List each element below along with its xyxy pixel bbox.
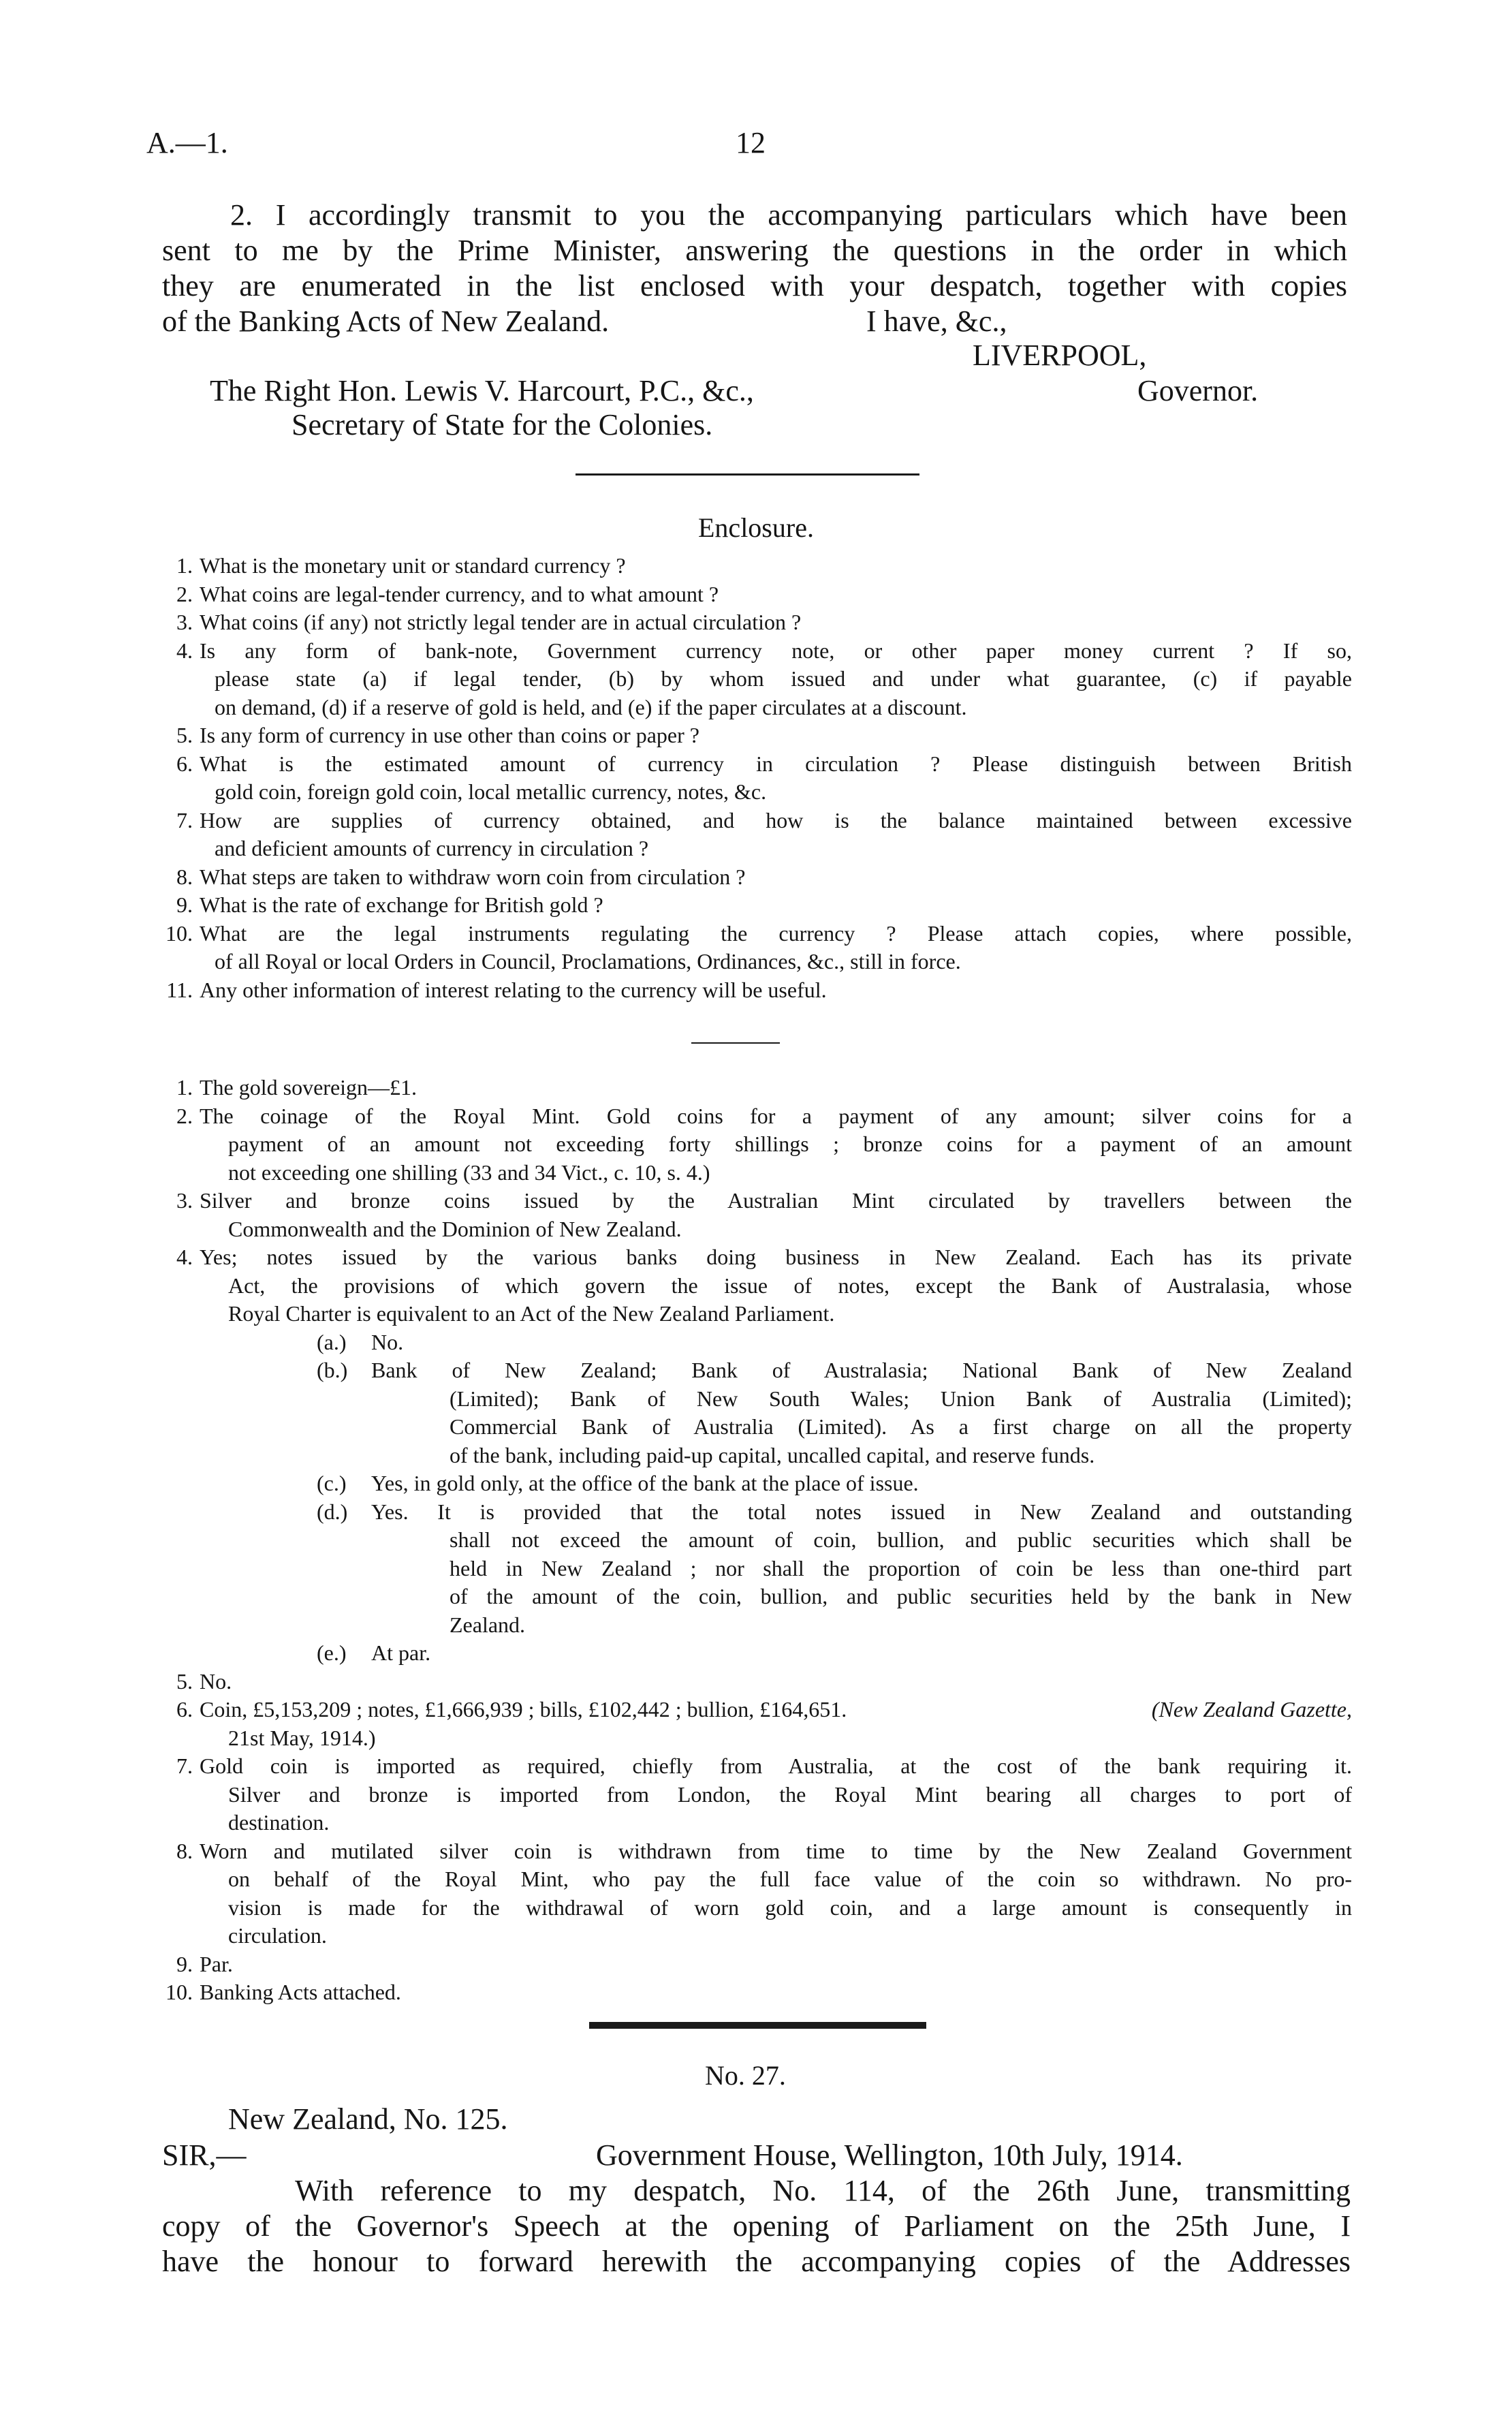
despatch-reference: New Zealand, No. 125.	[228, 2102, 508, 2136]
paragraph-line: sent to me by the Prime Minister, answering the questions in the order in which	[162, 234, 1347, 267]
signature: LIVERPOOL,	[973, 339, 1147, 372]
item-text: Par.	[200, 1951, 233, 1976]
list-item	[153, 1243, 1352, 1668]
divider-rule	[576, 473, 919, 476]
list-item	[153, 1074, 1352, 1102]
sub-item	[317, 1328, 1352, 1357]
item-number: 8.	[176, 1838, 193, 1863]
enclosure-title: Enclosure.	[698, 512, 814, 543]
list-item	[153, 1978, 1352, 2007]
item-text: What is the estimated amount of currency in circulation ? Please distinguish between British	[200, 751, 1352, 776]
sub-text: of the amount of the coin, bullion, and public securities held by the bank in New	[450, 1584, 1352, 1608]
sub-label: (e.)	[317, 1640, 347, 1665]
item-number: 6.	[176, 1697, 193, 1722]
list-item	[153, 721, 1352, 750]
sub-text: Yes, in gold only, at the office of the bank at the place of issue.	[371, 1471, 919, 1495]
list-item	[153, 807, 1352, 863]
item-text: What coins (if any) not strictly legal tender are in actual circulation ?	[200, 610, 802, 634]
item-text: Is any form of bank-note, Government currency note, or other paper money current ? If so,	[200, 638, 1352, 663]
list-item	[153, 1696, 1352, 1752]
sub-text: Commercial Bank of Australia (Limited). As a first charge on all the property	[450, 1414, 1352, 1439]
item-text: and deficient amounts of currency in circulation ?	[215, 836, 649, 860]
paragraph-line: have the honour to forward herewith the accompanying copies of the Addresses	[162, 2245, 1351, 2278]
sub-item	[317, 1498, 1352, 1640]
item-text: Is any form of currency in use other than coins or paper ?	[200, 723, 699, 747]
paragraph-line: copy of the Governor's Speech at the opening of Parliament on the 25th June, I	[162, 2209, 1351, 2243]
list-item	[153, 750, 1352, 807]
sub-text: Bank of New Zealand; Bank of Australasia; National Bank of New Zealand	[371, 1358, 1352, 1382]
item-text: How are supplies of currency obtained, and how is the balance maintained between excessive	[200, 807, 1352, 832]
gazette-citation: (New Zealand Gazette,	[1151, 1697, 1352, 1722]
item-text	[200, 1696, 1352, 1724]
list-item	[153, 1102, 1352, 1187]
item-text: Yes; notes issued by the various banks doing business in New Zealand. Each has its private	[200, 1245, 1352, 1269]
item-number: 1.	[176, 553, 193, 578]
item-number: 4.	[176, 638, 193, 663]
item-text: destination.	[228, 1810, 330, 1835]
sub-item	[317, 1356, 1352, 1469]
item-number: 7.	[176, 807, 193, 832]
item-text: on demand, (d) if a reserve of gold is held, and (e) if the paper circulates at a discount.	[215, 694, 967, 719]
list-item	[153, 920, 1352, 976]
item-number: 2.	[176, 581, 193, 606]
item-number: 2.	[176, 1103, 193, 1128]
item-text: Worn and mutilated silver coin is withdrawn from time to time by the New Zealand Government	[200, 1838, 1352, 1863]
list-item	[153, 891, 1352, 920]
sub-label: (d.)	[317, 1499, 348, 1524]
item-text: on behalf of the Royal Mint, who pay the full face value of the coin so withdrawn. No pro-	[228, 1867, 1352, 1891]
addressee-line-1: The Right Hon. Lewis V. Harcourt, P.C., &c.,	[210, 374, 754, 407]
list-item	[153, 637, 1352, 722]
item-number: 4.	[176, 1245, 193, 1269]
despatch-number: No. 27.	[705, 2060, 786, 2091]
item-text: What is the monetary unit or standard currency ?	[200, 553, 626, 578]
closing: I have, &c.,	[866, 305, 1007, 338]
item-text: The gold sovereign—£1.	[200, 1075, 418, 1100]
questions-list	[153, 552, 1352, 1004]
item-text: Gold coin is imported as required, chiefly from Australia, at the cost of the bank requiring it.	[200, 1754, 1352, 1778]
page-reference: A.—1.	[146, 126, 228, 159]
item-text: not exceeding one shilling (33 and 34 Vict., c. 10, s. 4.)	[228, 1159, 710, 1185]
despatch-paragraph	[162, 2173, 1351, 2279]
item-text: Act, the provisions of which govern the issue of notes, except the Bank of Australasia, whose	[228, 1273, 1352, 1298]
currency-figures: Coin, £5,153,209 ; notes, £1,666,939 ; bills, £102,442 ; bullion, £164,651.	[200, 1697, 847, 1722]
item-text: What steps are taken to withdraw worn coin from circulation ?	[200, 864, 746, 889]
item-number: 9.	[176, 892, 193, 917]
sub-answers	[153, 1328, 1352, 1668]
item-number: 10.	[166, 920, 193, 946]
list-item	[153, 1752, 1352, 1837]
sub-text: Zealand.	[450, 1612, 526, 1637]
list-item	[153, 1668, 1352, 1696]
item-number: 3.	[176, 610, 193, 634]
item-number: 6.	[176, 751, 193, 776]
list-item	[153, 976, 1352, 1005]
item-text: Silver and bronze coins issued by the Australian Mint circulated by travellers between the	[200, 1188, 1352, 1213]
item-text: No.	[200, 1668, 232, 1694]
item-text: What coins are legal-tender currency, and to what amount ?	[200, 581, 719, 606]
sub-label: (b.)	[317, 1358, 348, 1382]
thick-divider-rule	[589, 2022, 926, 2029]
list-item	[153, 552, 1352, 580]
sub-text: (Limited); Bank of New South Wales; Union Bank of Australia (Limited);	[450, 1386, 1352, 1411]
short-divider-rule	[691, 1042, 780, 1044]
item-number: 9.	[176, 1951, 193, 1976]
list-item	[153, 1950, 1352, 1979]
place-date: Government House, Wellington, 10th July, 1914.	[596, 2138, 1183, 2172]
paragraph-2	[162, 198, 1347, 304]
sub-text: shall not exceed the amount of coin, bullion, and public securities which shall be	[450, 1527, 1352, 1552]
item-text: Banking Acts attached.	[200, 1980, 401, 2004]
sub-text: held in New Zealand ; nor shall the proportion of coin be less than one-third part	[450, 1555, 1352, 1580]
sub-label: (c.)	[317, 1471, 347, 1495]
sub-text: No.	[371, 1329, 404, 1354]
item-text: Silver and bronze is imported from London, the Royal Mint bearing all charges to port of	[228, 1781, 1352, 1807]
list-item	[153, 863, 1352, 892]
item-number: 7.	[176, 1754, 193, 1778]
item-text: of all Royal or local Orders in Council, Proclamations, Ordinances, &c., still in force.	[215, 949, 961, 973]
item-number: 5.	[176, 723, 193, 747]
item-text: What are the legal instruments regulating the currency ? Please attach copies, where possible,	[200, 920, 1352, 946]
paragraph-line: 2. I accordingly transmit to you the accompanying particulars which have been	[230, 198, 1347, 232]
item-text: vision is made for the withdrawal of worn gold coin, and a large amount is consequently in	[228, 1895, 1352, 1920]
answers-list	[153, 1074, 1352, 2007]
salutation: SIR,—	[162, 2138, 247, 2172]
item-number: 1.	[176, 1075, 193, 1100]
sub-item	[317, 1469, 1352, 1498]
item-text: please state (a) if legal tender, (b) by whom issued and under what guarantee, (c) if payable	[215, 666, 1352, 691]
item-text: payment of an amount not exceeding forty shillings ; bronze coins for a payment of an amount	[228, 1132, 1352, 1156]
item-number: 11.	[166, 977, 193, 1002]
item-text: Royal Charter is equivalent to an Act of the New Zealand Parliament.	[228, 1301, 835, 1326]
page-number: 12	[736, 126, 766, 159]
sub-item	[317, 1639, 1352, 1668]
item-number: 5.	[176, 1668, 193, 1694]
item-text: gold coin, foreign gold coin, local metallic currency, notes, &c.	[215, 779, 767, 804]
list-item	[153, 1187, 1352, 1243]
paragraph-line: they are enumerated in the list enclosed with your despatch, together with copies	[162, 269, 1347, 302]
sub-text: At par.	[371, 1640, 431, 1665]
item-text: What is the rate of exchange for British gold ?	[200, 892, 603, 917]
item-text: circulation.	[228, 1923, 327, 1948]
list-item	[153, 608, 1352, 637]
addressee-line-2: Secretary of State for the Colonies.	[292, 408, 713, 441]
sub-label: (a.)	[317, 1329, 347, 1354]
item-text: The coinage of the Royal Mint. Gold coins for a payment of any amount; silver coins for a	[200, 1103, 1352, 1128]
list-item	[153, 580, 1352, 609]
list-item	[153, 1837, 1352, 1950]
item-text: Commonwealth and the Dominion of New Zealand.	[228, 1216, 682, 1241]
item-number: 8.	[176, 864, 193, 889]
paragraph-line: With reference to my despatch, No. 114, of the 26th June, transmitting	[295, 2174, 1351, 2207]
item-text: 21st May, 1914.)	[228, 1725, 376, 1750]
signature-title: Governor.	[1137, 374, 1259, 407]
item-text: Any other information of interest relating to the currency will be useful.	[200, 977, 827, 1002]
sub-text: of the bank, including paid-up capital, uncalled capital, and reserve funds.	[450, 1442, 1095, 1467]
item-number: 10.	[166, 1980, 193, 2004]
paragraph-last-line: of the Banking Acts of New Zealand.	[162, 305, 610, 338]
sub-text: Yes. It is provided that the total notes issued in New Zealand and outstanding	[371, 1499, 1352, 1524]
item-number: 3.	[176, 1188, 193, 1213]
